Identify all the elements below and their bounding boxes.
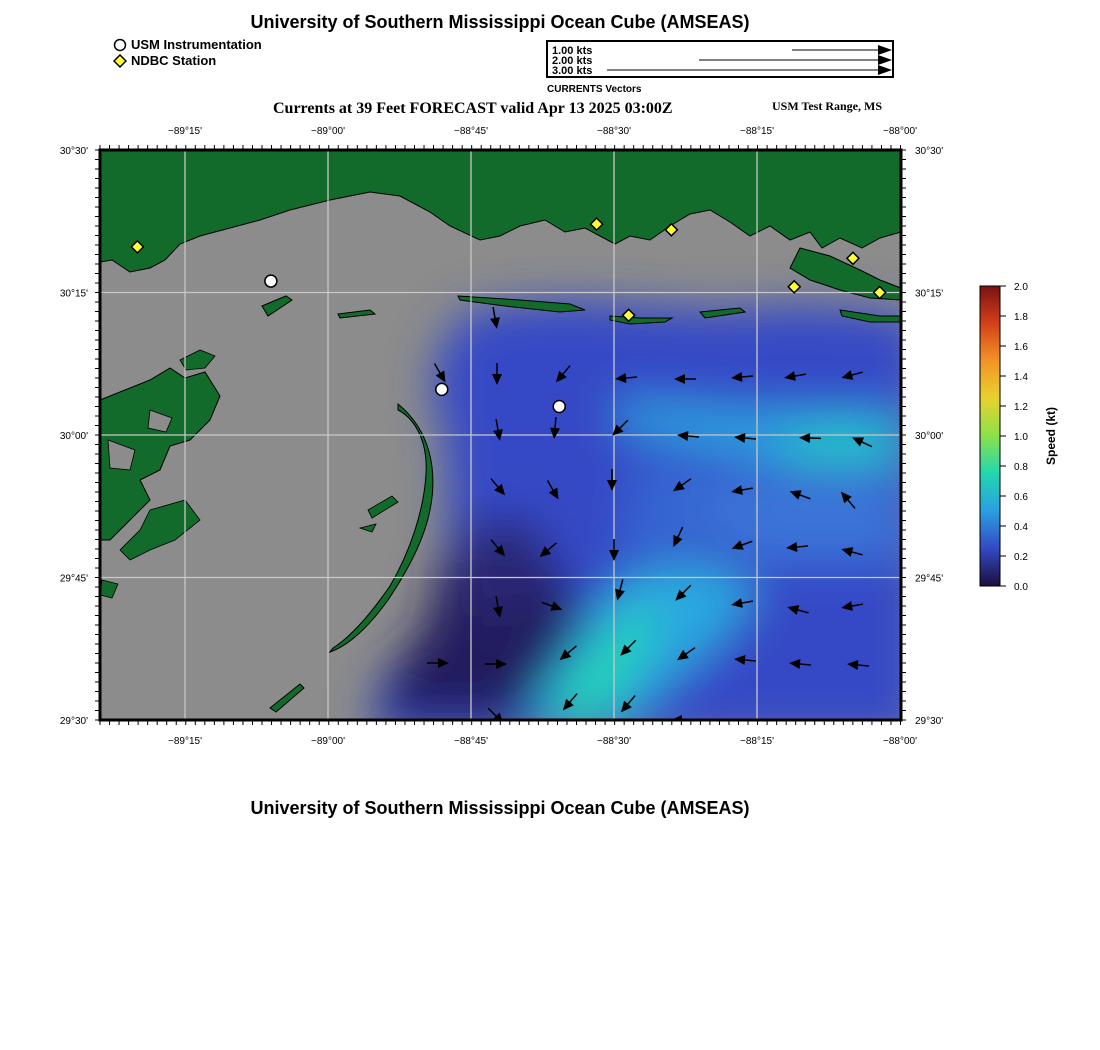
lat-tick-label-right: 30°00' bbox=[915, 431, 944, 442]
colorbar-tick-label: 0.2 bbox=[1014, 552, 1028, 563]
usm-instrument-marker[interactable] bbox=[265, 275, 277, 287]
lat-tick-label-left: 30°15' bbox=[59, 288, 88, 300]
vector-scale-2kt: 2.00 kts bbox=[552, 55, 593, 67]
lon-tick-label-top: −88°15' bbox=[740, 126, 774, 137]
lon-tick-label-top: −88°00' bbox=[883, 126, 917, 137]
test-range-label: USM Test Range, MS bbox=[772, 99, 883, 113]
usm-instrument-marker[interactable] bbox=[436, 383, 448, 395]
lon-tick-label-bottom: −89°00' bbox=[311, 736, 345, 747]
colorbar-tick-label: 1.8 bbox=[1014, 312, 1028, 323]
lon-tick-label-top: −88°30' bbox=[597, 126, 631, 137]
legend-usm-label: USM Instrumentation bbox=[131, 37, 262, 52]
legend-ndbc-label: NDBC Station bbox=[131, 53, 217, 68]
lat-tick-label-left: 29°45' bbox=[59, 573, 88, 585]
vector-scale-caption: CURRENTS Vectors bbox=[547, 84, 642, 95]
current-speed-field bbox=[370, 300, 920, 740]
colorbar-label: Speed (kt) bbox=[1044, 406, 1058, 466]
forecast-subtitle: Currents at 39 Feet FORECAST valid Apr 13 2025 03:00Z bbox=[273, 100, 673, 117]
lon-ticks-bottom bbox=[168, 736, 917, 747]
lon-tick-label-top: −88°45' bbox=[454, 126, 488, 137]
lat-ticks-left bbox=[60, 146, 88, 727]
colorbar-tick-label: 1.2 bbox=[1014, 402, 1028, 413]
lat-tick-label-left: 30°30' bbox=[59, 146, 88, 157]
colorbar-tick-label: 0.6 bbox=[1014, 492, 1028, 503]
lat-tick-label-left: 30°00' bbox=[59, 431, 88, 442]
lon-ticks-top bbox=[168, 126, 917, 137]
colorbar-tick-label: 0.8 bbox=[1014, 462, 1028, 473]
vector-scale-1kt: 1.00 kts bbox=[552, 45, 593, 57]
lon-tick-label-bottom: −89°15' bbox=[168, 736, 202, 747]
lat-tick-label-right: 30°30' bbox=[915, 146, 944, 157]
colorbar-tick-label: 0.4 bbox=[1014, 522, 1028, 533]
colorbar-tick-label: 1.4 bbox=[1014, 372, 1028, 383]
colorbar-tick-label: 1.6 bbox=[1014, 342, 1028, 353]
colorbar-tick-label: 1.0 bbox=[1014, 432, 1028, 443]
lat-tick-label-left: 29°30' bbox=[59, 716, 88, 727]
lon-tick-label-bottom: −88°00' bbox=[883, 736, 917, 747]
lon-tick-label-bottom: −88°30' bbox=[597, 736, 631, 747]
lat-ticks-right bbox=[915, 146, 943, 727]
lat-tick-label-right: 29°30' bbox=[915, 716, 944, 727]
colorbar-ramp bbox=[980, 286, 1000, 586]
footer-title: University of Southern Mississippi Ocean Cube (AMSEAS) bbox=[250, 798, 750, 818]
map-field bbox=[100, 150, 920, 740]
speed-colorbar bbox=[980, 282, 1058, 593]
lon-tick-label-bottom: −88°45' bbox=[454, 736, 488, 747]
usm-instrument-marker[interactable] bbox=[553, 401, 565, 413]
lat-tick-label-right: 30°15' bbox=[915, 288, 944, 300]
map-title: University of Southern Mississippi Ocean Cube (AMSEAS) bbox=[250, 12, 750, 32]
lon-tick-label-top: −89°00' bbox=[311, 126, 345, 137]
colorbar-tick-label: 0.0 bbox=[1014, 582, 1028, 593]
colorbar-tick-label: 2.0 bbox=[1014, 282, 1028, 293]
vector-scale-3kt: 3.00 kts bbox=[552, 65, 593, 77]
lon-tick-label-bottom: −88°15' bbox=[740, 736, 774, 747]
lat-tick-label-right: 29°45' bbox=[915, 573, 944, 585]
lon-tick-label-top: −89°15' bbox=[168, 126, 202, 137]
